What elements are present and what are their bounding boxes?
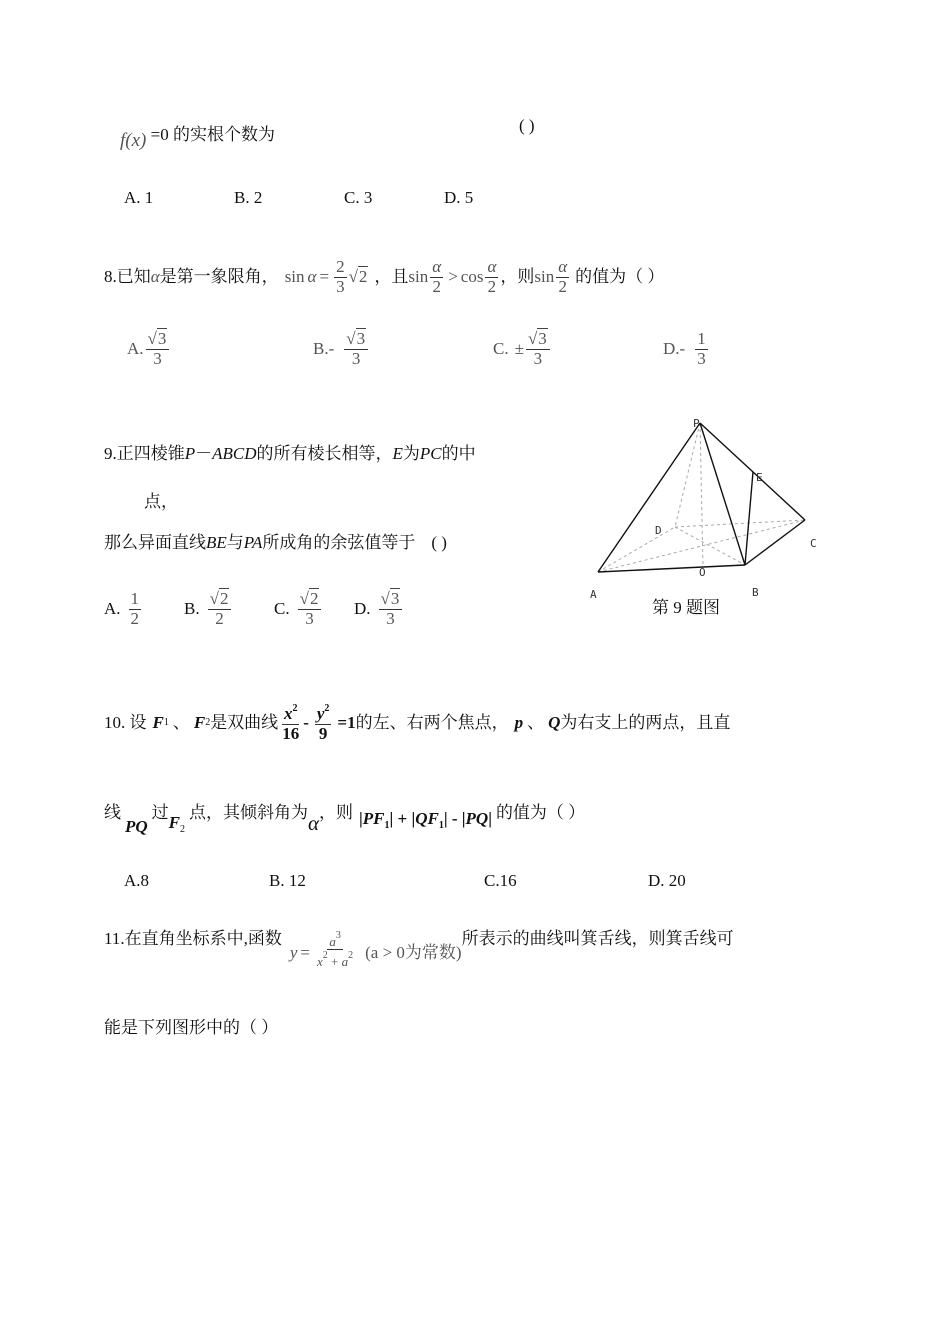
q9-opt-d-frac: $\frac{√3}{3}$ xyxy=(379,590,403,628)
q11-t1: 所表示的曲线叫箕舌线，则箕舌线可 xyxy=(461,929,734,948)
q10-pf-sub: 1 xyxy=(384,820,390,831)
q10-t1: 是双曲线 xyxy=(210,713,279,733)
q8-alpha-2: α xyxy=(307,267,317,287)
q10-l2a: 线 xyxy=(104,802,121,822)
q9-option-d xyxy=(354,590,404,628)
q11-line1 xyxy=(104,928,734,970)
q10-q: Q xyxy=(548,713,561,733)
q8-sin-2: sin xyxy=(408,267,429,287)
q10-expression: $|PF_1| + |QF_1| - |PQ|$ xyxy=(359,809,492,831)
q11-condition: (a > 0为常数) xyxy=(365,943,462,962)
q8-sin-3: sin xyxy=(534,267,555,287)
q10-plus: + xyxy=(397,809,408,828)
q10-lead: 10. 设 xyxy=(104,713,147,733)
q9-pyramid-figure xyxy=(585,415,835,605)
q9-l3c: 与 xyxy=(226,533,244,552)
q10-f1-sub: 1 xyxy=(163,717,169,729)
q10-sep-2: 、 xyxy=(527,713,545,733)
q9-label-o: O xyxy=(699,566,706,579)
q8-opt-d-frac xyxy=(695,330,708,368)
q8-den: 3 xyxy=(336,276,345,296)
q11-lead: 11.在直角坐标系中,函数 xyxy=(104,929,282,948)
q11-num-exp: 3 xyxy=(335,930,341,941)
q11-den-a-exp: 2 xyxy=(348,950,354,962)
q8-half-den-3: 2 xyxy=(558,276,567,296)
q8-half-alpha-2 xyxy=(485,258,498,296)
q8-opt-d-label: D.- xyxy=(663,339,686,359)
q8-half-alpha-1 xyxy=(430,258,443,296)
q10-frac-y xyxy=(315,703,332,743)
q9-figure-caption: 第 9 题图 xyxy=(652,598,720,617)
q7-stem xyxy=(120,124,275,151)
q11-line2: 能是下列图形中的（ ） xyxy=(104,1018,279,1037)
q9-opt-d-label: D. xyxy=(354,599,371,619)
q9-l1f: E xyxy=(392,444,403,463)
q9-option-a xyxy=(104,590,143,628)
q9-c-den: 3 xyxy=(305,608,314,628)
q8-a-den: 3 xyxy=(153,348,162,368)
q7-answer-paren: ( ) xyxy=(519,116,535,135)
q7-option-b: B. 2 xyxy=(234,188,263,207)
q7-text: =0 的实根个数为 xyxy=(150,125,275,144)
q10-option-d: D. 20 xyxy=(648,871,686,890)
q9-label-b: B xyxy=(752,586,759,599)
q9-opt-c-label: C. xyxy=(274,599,290,619)
q10-minus: - xyxy=(303,713,309,733)
q8-option-c xyxy=(493,330,552,368)
q10-pq: PQ xyxy=(125,816,148,836)
q10-option-b: B. 12 xyxy=(269,871,306,890)
q8-cos: cos xyxy=(460,267,484,287)
q9-line3 xyxy=(104,532,447,554)
q8-stem xyxy=(104,258,664,296)
q8-half-alpha-3 xyxy=(556,258,569,296)
q9-opt-b-label: B. xyxy=(184,599,200,619)
q8-half-den-2: 2 xyxy=(487,276,497,296)
q8-opt-a-frac: $\frac{√3}{3}$ xyxy=(146,330,170,368)
q9-label-d: D xyxy=(655,524,662,537)
q9-c-r: 2 xyxy=(309,589,319,608)
q8-a-r3: 3 xyxy=(157,329,167,348)
q8-opt-b-frac: $\frac{√3}{3}$ xyxy=(344,330,368,368)
q9-l1d: ABCD xyxy=(212,444,257,463)
q11-num-a: a xyxy=(329,934,336,949)
q8-lead: 8.已知 xyxy=(104,267,151,287)
q9-d-r: 3 xyxy=(390,589,400,608)
q10-option-a: A.8 xyxy=(124,871,150,890)
q9-l1c: － xyxy=(195,444,213,463)
q9-opt-b-frac: $\frac{√2}{2}$ xyxy=(208,590,232,628)
q9-line1 xyxy=(104,443,476,465)
q9-l3e: 所成角的余弦值等于 xyxy=(262,533,416,552)
q8-half-den-1: 2 xyxy=(432,276,441,296)
q10-pq-2: PQ xyxy=(465,809,489,828)
q8-sqrt2: √2 xyxy=(348,267,368,287)
q10-d9: 9 xyxy=(318,723,328,743)
q11-den-plus: + xyxy=(331,954,339,970)
q9-l1h: PC xyxy=(419,444,442,463)
q9-label-e: E xyxy=(756,471,763,484)
q7-option-d: D. 5 xyxy=(444,188,474,207)
q10-x: x xyxy=(283,704,293,723)
q8-gt: > xyxy=(448,267,458,287)
q7-option-c: C. 3 xyxy=(344,188,373,207)
q10-f2-line2: F xyxy=(168,813,181,832)
q10-qf-sub: 1 xyxy=(438,820,444,831)
q8-option-b xyxy=(313,330,370,368)
q9-option-b xyxy=(184,590,233,628)
q10-frac-x xyxy=(280,703,301,743)
q9-hidden-edges xyxy=(598,423,805,572)
q7-fx: f(x) xyxy=(120,130,147,151)
q10-l2e: 的值为（ ） xyxy=(495,802,586,822)
q8-b-r3: 3 xyxy=(356,329,366,348)
q8-opt-c-label: C. xyxy=(493,339,509,359)
q10-l2d: ，则 xyxy=(319,802,354,822)
q11-den-x: x xyxy=(317,954,323,970)
q9-l1i: 的中 xyxy=(441,444,476,463)
q8-c-den: 3 xyxy=(533,348,543,368)
q8-opt-c-frac: $\frac{√3}{3}$ xyxy=(526,330,550,368)
q9-l3f: ( ) xyxy=(431,533,447,552)
q11-fraction xyxy=(315,930,355,970)
q8-pm: ± xyxy=(514,339,524,359)
q10-l2b: 过 xyxy=(151,802,169,822)
q8-sin: sin xyxy=(284,267,305,287)
q9-opt-a-label: A. xyxy=(104,599,121,619)
q10-d16: 16 xyxy=(282,723,300,743)
q8-t4: 的值为（ ） xyxy=(575,267,665,287)
q9-opt-c-frac: $\frac{√2}{3}$ xyxy=(298,590,322,628)
q10-minus-2: - xyxy=(451,809,458,828)
q9-label-p: P xyxy=(693,417,700,430)
q9-l1b: P xyxy=(184,444,196,463)
q10-x-sq: 2 xyxy=(292,703,298,714)
q9-d-den: 3 xyxy=(386,608,395,628)
q10-t3: 为右支上的两点，且直 xyxy=(560,713,731,733)
q8-d-den: 3 xyxy=(697,348,706,368)
q11-y: y xyxy=(289,943,298,962)
q9-line2: 点， xyxy=(144,492,178,511)
q8-alpha: α xyxy=(150,267,160,287)
q10-option-c: C.16 xyxy=(484,871,517,890)
q8-fraction-2-3 xyxy=(334,258,347,296)
q8-t3: ，则 xyxy=(500,267,535,287)
q11-eq: = xyxy=(300,943,311,962)
q9-l3a: 那么异面直线 xyxy=(104,533,206,552)
q10-qf: QF xyxy=(415,809,439,828)
q8-c-r3: 3 xyxy=(538,329,547,348)
q8-sqrt2-value: 2 xyxy=(358,267,368,287)
q10-t2: 的左、右两个焦点， xyxy=(355,713,509,733)
q10-line2 xyxy=(104,798,586,836)
q9-opt-a-frac xyxy=(129,590,142,628)
q9-a-den: 2 xyxy=(130,608,140,628)
q8-half-num-2: α xyxy=(487,257,497,276)
q9-a-num: 1 xyxy=(130,589,140,608)
q9-l1e: 的所有棱长相等， xyxy=(256,444,393,463)
q8-option-d xyxy=(663,330,710,368)
q8-half-num-1: α xyxy=(432,257,442,276)
q10-alpha: α xyxy=(308,810,320,835)
q7-option-a: A. 1 xyxy=(124,188,154,207)
q8-num: 2 xyxy=(336,257,345,276)
q9-label-a: A xyxy=(590,588,597,601)
q8-t1: 是第一象限角， xyxy=(159,267,279,287)
q9-l1a: 9.正四棱锥 xyxy=(104,444,185,463)
q10-y-sq: 2 xyxy=(324,703,330,714)
q8-opt-a-label: A. xyxy=(127,339,144,359)
q10-p: p xyxy=(514,713,524,733)
q11-den-a: a xyxy=(341,954,349,970)
q10-eq1: =1 xyxy=(337,713,356,733)
q10-f2-line2-sub: 2 xyxy=(180,824,186,835)
q10-f2: F xyxy=(193,713,206,733)
q10-f1: F xyxy=(152,713,164,733)
q8-option-a xyxy=(127,330,171,368)
q8-half-num-3: α xyxy=(558,257,568,276)
q8-opt-b-label: B.- xyxy=(313,339,335,359)
q8-t2: ，且 xyxy=(374,267,409,287)
q10-y: y xyxy=(316,704,325,723)
q10-pf: PF xyxy=(362,809,385,828)
q10-l2c: 点，其倾斜角为 xyxy=(189,802,309,822)
q8-d-num: 1 xyxy=(697,329,706,348)
q9-l3d: PA xyxy=(243,533,263,552)
q8-b-den: 3 xyxy=(351,348,361,368)
q8-eq: = xyxy=(319,267,330,287)
q9-l3b: BE xyxy=(206,533,227,552)
q10-line1 xyxy=(104,703,730,743)
q9-b-r: 2 xyxy=(219,589,229,608)
q10-f2-sub: 2 xyxy=(205,717,211,729)
q9-label-c: C xyxy=(810,537,817,550)
q10-sep: 、 xyxy=(172,713,190,733)
q9-b-den: 2 xyxy=(215,608,224,628)
q9-l1g: 为 xyxy=(402,444,420,463)
q11-den-x-exp: 2 xyxy=(322,950,328,962)
q9-option-c xyxy=(274,590,323,628)
